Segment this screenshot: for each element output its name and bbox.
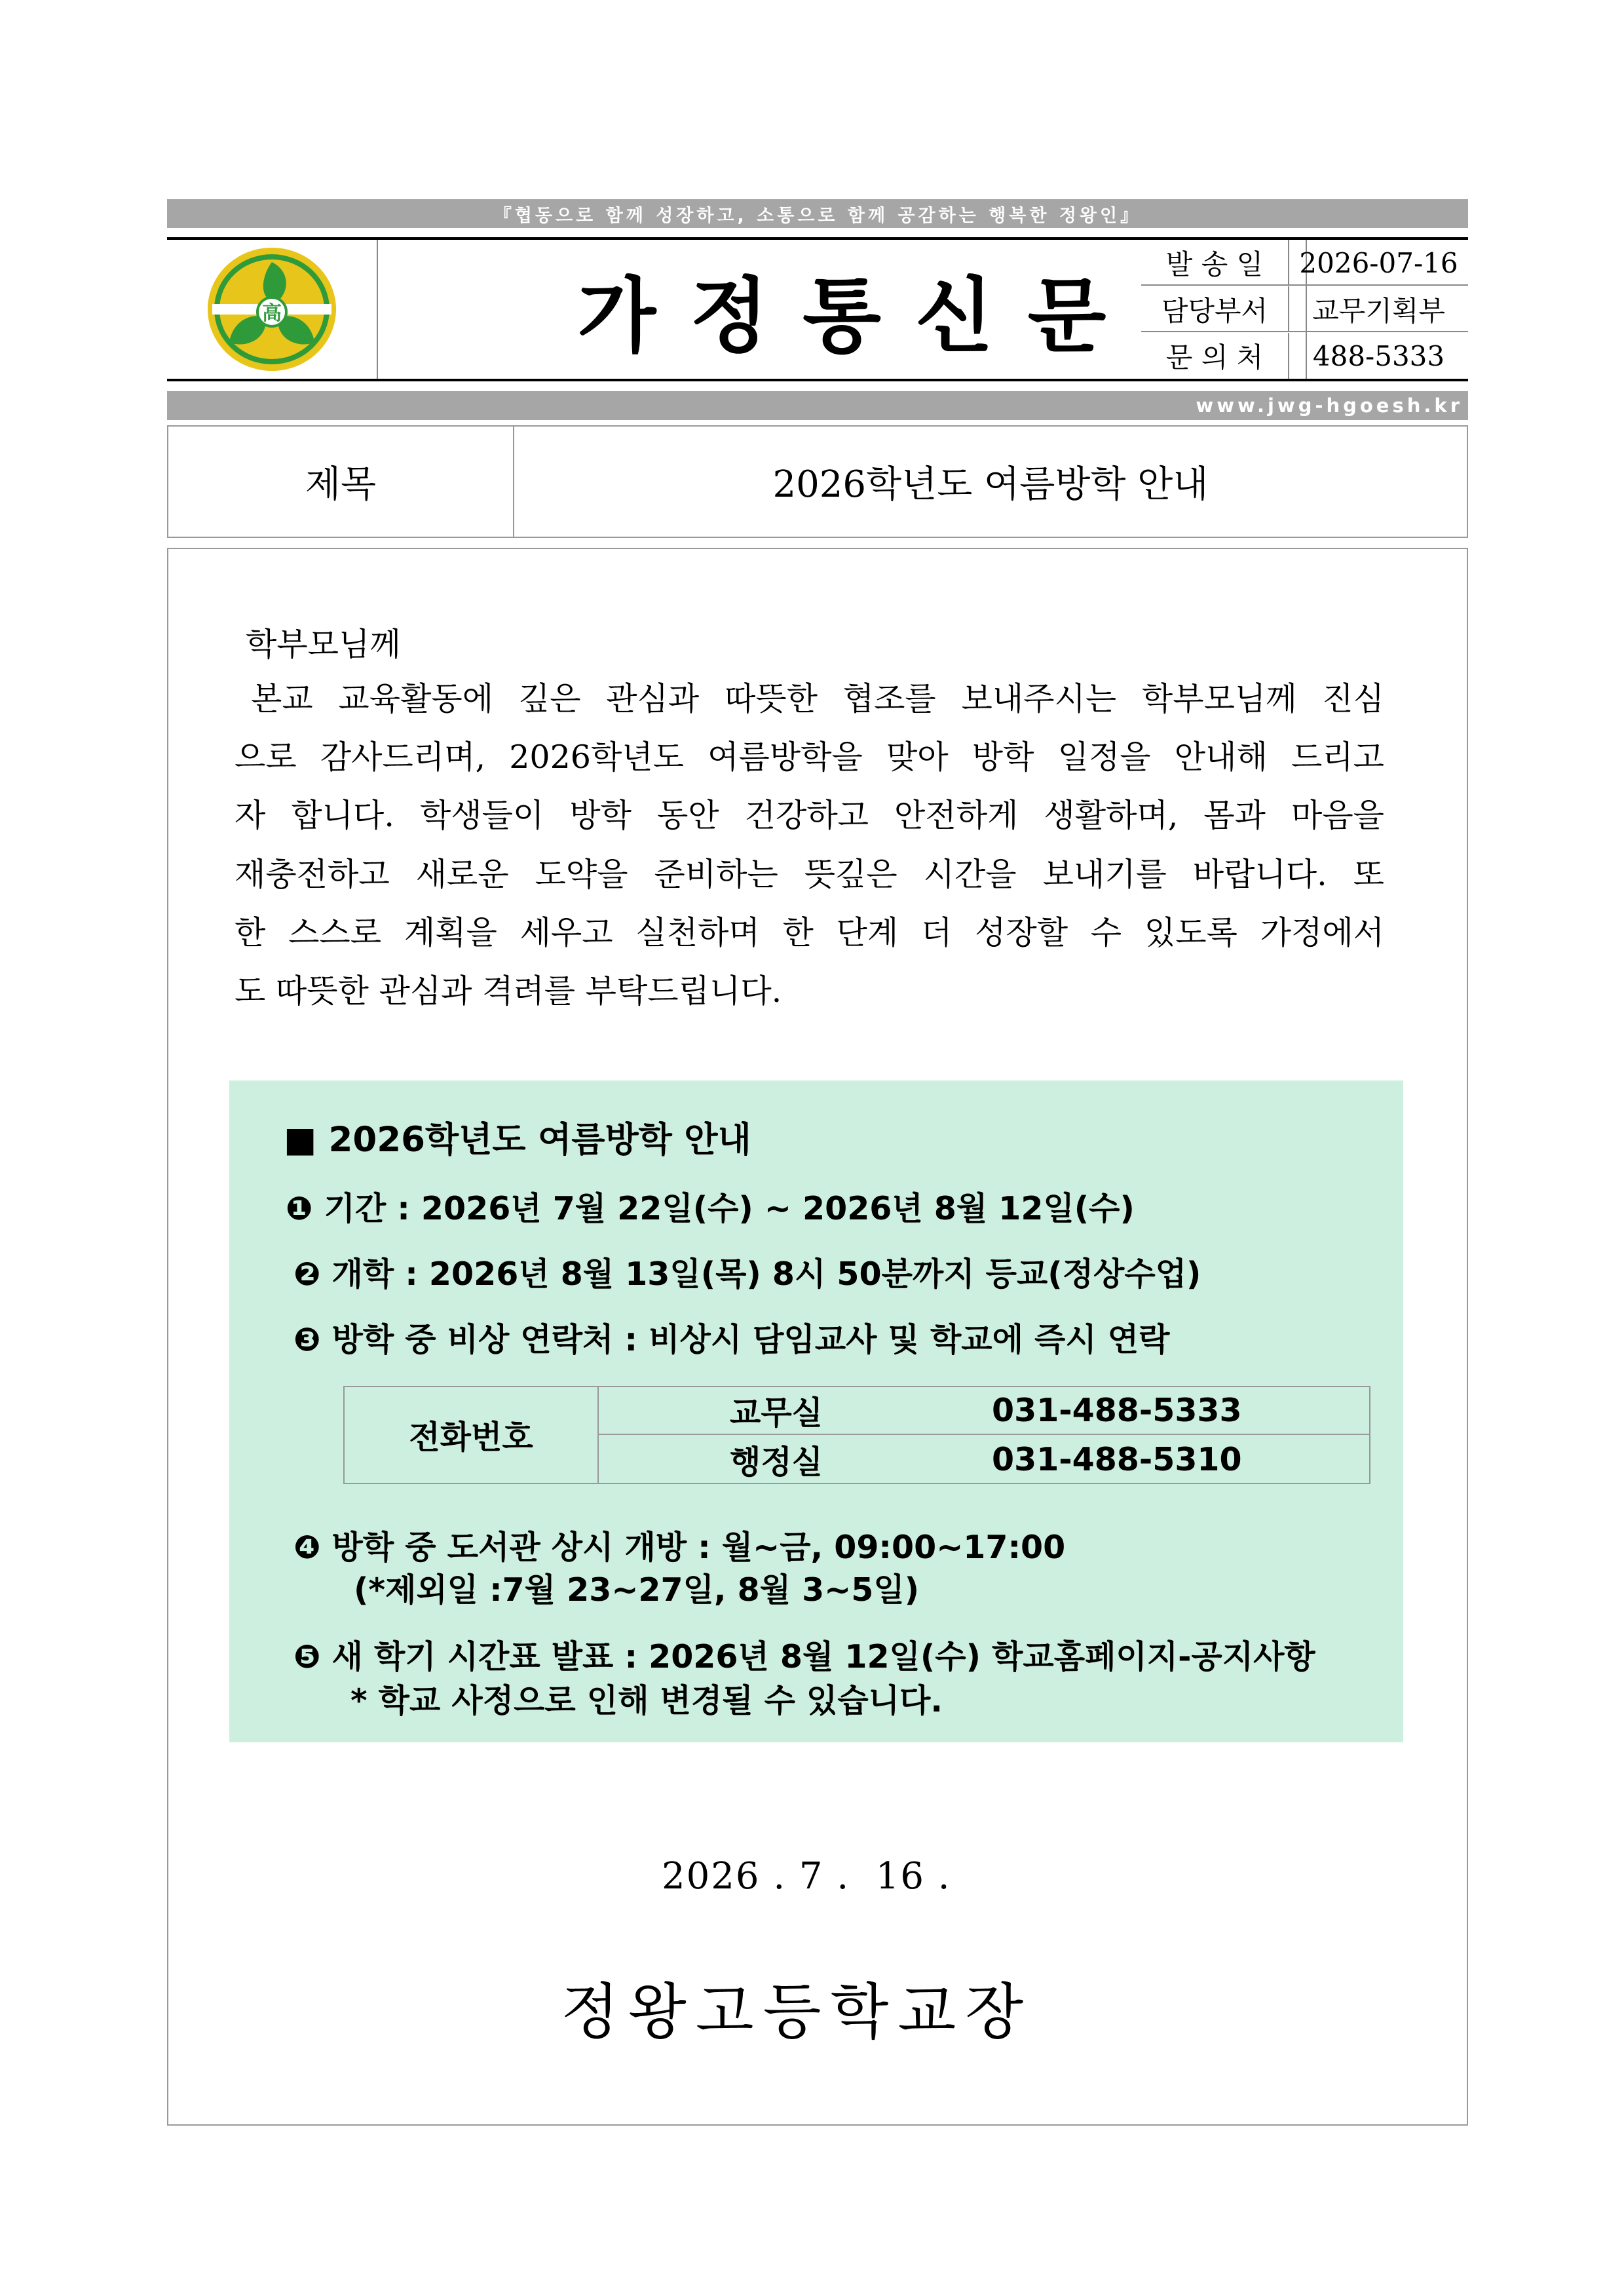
letter-line: 도 따뜻한 관심과 격려를 부탁드립니다.: [235, 972, 782, 1010]
letter-line: 으로 감사드리며, 2026학년도 여름방학을 맞아 방학 일정을 안내해 드리고: [235, 738, 1384, 776]
info-row-send-date: [1141, 240, 1468, 286]
info-label: 문 의 처: [1141, 333, 1289, 379]
notice-item-emergency: ❸ 방학 중 비상 연락처 : 비상시 담임교사 및 학교에 즉시 연락: [293, 1321, 1170, 1358]
info-label: 담당부서: [1141, 286, 1289, 332]
phone-number: 031-488-5310: [992, 1441, 1242, 1478]
letter-line: 본교 교육활동에 깊은 관심과 따뜻한 협조를 보내주시는 학부모님께 진심: [251, 680, 1384, 718]
phone-number: 031-488-5333: [992, 1392, 1242, 1429]
notice-heading: ■ 2026학년도 여름방학 안내: [284, 1120, 751, 1160]
notice-item-opening: ❷ 개학 : 2026년 8월 13일(목) 8시 50분까지 등교(정상수업): [293, 1255, 1201, 1293]
greeting: 학부모님께: [246, 626, 401, 663]
notice-item-library: ❹ 방학 중 도서관 상시 개방 : 월~금, 09:00~17:00: [293, 1529, 1066, 1566]
logo-cell: [167, 240, 378, 379]
info-value: 488-5333: [1312, 339, 1445, 372]
phone-office-name: 교무실: [730, 1394, 823, 1432]
notice-item-timetable: ❺ 새 학기 시간표 발표 : 2026년 8월 12일(수) 학교홈페이지-공지사항: [293, 1638, 1315, 1675]
info-table: [1141, 240, 1468, 379]
notice-item-timetable-note: * 학교 사정으로 인해 변경될 수 있습니다.: [350, 1682, 943, 1719]
subject-text: 2026학년도 여름방학 안내: [772, 463, 1209, 506]
website-text: www.jwg-hgoesh.kr: [1196, 394, 1463, 417]
phone-table: [343, 1386, 1370, 1484]
letter-line: 한 스스로 계획을 세우고 실천하며 한 단계 더 성장할 수 있도록 가정에서: [235, 914, 1384, 951]
phone-row: [599, 1436, 1369, 1483]
slogan-text: 『협동으로 함께 성장하고, 소통으로 함께 공감하는 행복한 정왕인』: [493, 205, 1142, 226]
notice-item-period: ❶ 기간 : 2026년 7월 22일(수) ~ 2026년 8월 12일(수): [286, 1190, 1135, 1227]
slogan-bar: [167, 199, 1468, 228]
info-value: 교무기획부: [1312, 295, 1445, 327]
document-title: 가정통신문: [577, 269, 1141, 364]
letter-line: 자 합니다. 학생들이 방학 동안 건강하고 안전하게 생활하며, 몸과 마음을: [235, 797, 1384, 834]
phone-row: [599, 1387, 1369, 1435]
letter-line: 재충전하고 새로운 도약을 준비하는 뜻깊은 시간을 보내기를 바랍니다. 또: [235, 856, 1384, 893]
notice-item-library-note: (*제외일 :7월 23~27일, 8월 3~5일): [354, 1571, 920, 1609]
logo-character: 高: [262, 302, 282, 325]
subject-row: [167, 425, 1468, 538]
issue-date: 2026 . 7 . 16 .: [662, 1855, 951, 1898]
info-value: 2026-07-16: [1299, 246, 1458, 279]
school-logo: [203, 244, 341, 375]
info-label: 발 송 일: [1141, 240, 1289, 286]
website-bar: [167, 391, 1468, 420]
principal-signature: 정왕고등학교장: [561, 1977, 1033, 2047]
subject-label: 제목: [168, 427, 514, 537]
info-row-contact: [1141, 333, 1468, 379]
phone-office-name: 행정실: [730, 1443, 823, 1481]
phone-table-label: 전화번호: [345, 1387, 599, 1483]
info-row-department: [1141, 286, 1468, 332]
